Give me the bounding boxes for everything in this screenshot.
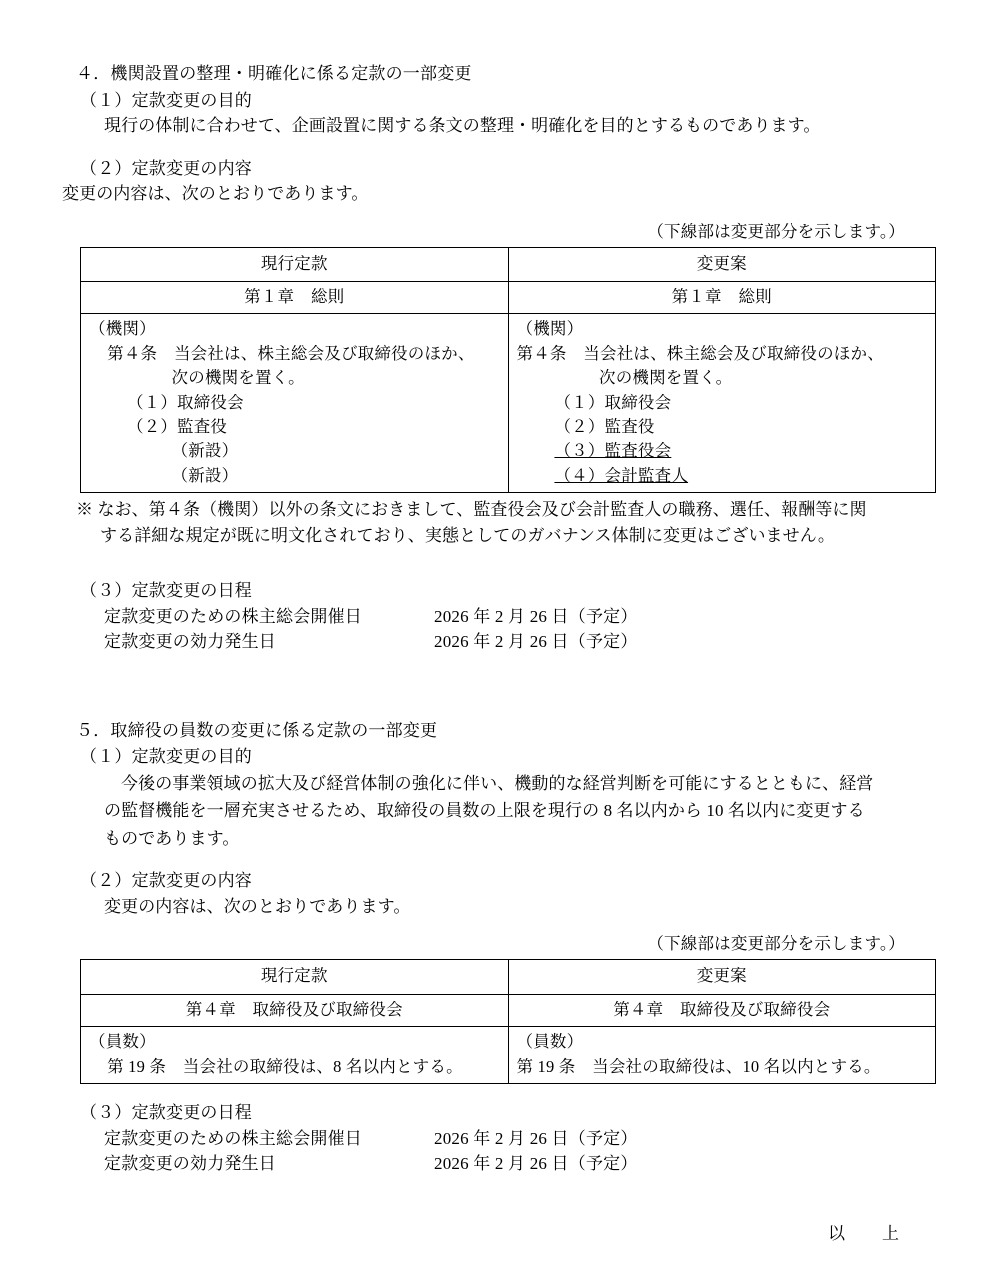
s4-col-current-header: 現行定款 (81, 247, 509, 281)
s5-cell-current (81, 1027, 509, 1084)
s5-purpose-line-1: の監督機能を一層充実させるため、取締役の員数の上限を現行の 8 名以内から 10 名以内に変更する (104, 801, 865, 821)
table-row (81, 247, 936, 281)
s5-col-proposed-header: 変更案 (508, 960, 936, 994)
s4-current-line-2: 次の機関を置く。 (171, 368, 305, 388)
s4-proposed-line-4: （２）監査役 (554, 417, 655, 437)
section-5-underline-note: （下線部は変更部分を示します。） (647, 934, 905, 954)
table-row (81, 314, 936, 493)
s5-sched-value-0: 2026 年 2 月 26 日（予定） (434, 1128, 638, 1148)
s4-col-proposed-header: 変更案 (508, 247, 936, 281)
section-4-purpose-text: 現行の体制に合わせて、企画設置に関する条文の整理・明確化を目的とするものであります。 (104, 116, 821, 136)
note-mark: ※ (76, 500, 94, 520)
s4-current-line-3: （１）取締役会 (126, 392, 244, 412)
s4-sched-label-1: 定款変更の効力発生日 (104, 632, 276, 652)
s4-proposed-line-0: （機関） (516, 319, 584, 339)
section-5-title: ５．取締役の員数の変更に係る定款の一部変更 (76, 720, 438, 740)
section-4-note (76, 497, 927, 549)
s4-cell-current (81, 314, 509, 493)
table-row (81, 960, 936, 994)
section-4-underline-note: （下線部は変更部分を示します。） (647, 221, 905, 241)
s4-proposed-line-5: （３）監査役会 (554, 441, 672, 461)
table-row (81, 994, 936, 1026)
s5-col-current-header: 現行定款 (81, 960, 509, 994)
s4-proposed-line-6: （４）会計監査人 (554, 465, 689, 485)
section-4-schedule-row-0 (104, 604, 927, 630)
table-row (81, 282, 936, 314)
s4-current-line-5: （新設） (171, 441, 239, 461)
s5-sched-label-1: 定款変更の効力発生日 (104, 1154, 276, 1174)
section-5-content-heading: （２）定款変更の内容 (80, 871, 252, 891)
section-5-purpose-text (104, 770, 907, 853)
s4-current-line-1: 第４条 当会社は、株主総会及び取締役のほか、 (107, 343, 475, 363)
section-4-schedule-heading: （３）定款変更の日程 (80, 580, 252, 600)
s5-purpose-line-0: 今後の事業領域の拡大及び経営体制の強化に伴い、機動的な経営判断を可能にするとともに、経営 (121, 773, 874, 793)
s5-proposed-line-0: （員数） (516, 1032, 584, 1052)
s5-current-line-0: （員数） (89, 1032, 156, 1052)
section-4-schedule-row-1 (104, 629, 927, 655)
s4-sched-label-0: 定款変更のための株主総会開催日 (104, 606, 362, 626)
section-5-schedule-row-0 (104, 1126, 927, 1152)
section-4-content-heading: （２）定款変更の内容 (80, 158, 252, 178)
s4-chapter-proposed: 第１章 総則 (508, 282, 936, 314)
s5-sched-label-0: 定款変更のための株主総会開催日 (104, 1128, 362, 1148)
s4-sched-value-0: 2026 年 2 月 26 日（予定） (434, 606, 638, 626)
s4-current-line-0: （機関） (89, 319, 156, 339)
s4-cell-proposed (508, 314, 936, 493)
table-row (81, 1027, 936, 1084)
s4-current-line-6: （新設） (171, 465, 239, 485)
s4-proposed-line-1: 第４条 当会社は、株主総会及び取締役のほか、 (516, 343, 884, 363)
s4-current-line-4: （２）監査役 (126, 417, 228, 437)
s5-chapter-proposed: 第４章 取締役及び取締役会 (508, 994, 936, 1026)
s5-purpose-line-2: ものであります。 (104, 828, 240, 848)
section-4-content-lead: 変更の内容は、次のとおりであります。 (62, 184, 369, 204)
section-5-comparison-table (80, 959, 936, 1084)
section-5-schedule-row-1 (104, 1151, 927, 1177)
s4-proposed-line-3: （１）取締役会 (554, 392, 672, 412)
section-4-title: ４．機関設置の整理・明確化に係る定款の一部変更 (76, 64, 472, 83)
s4-chapter-current: 第１章 総則 (81, 282, 509, 314)
section-5-purpose-heading: （１）定款変更の目的 (80, 747, 252, 767)
note-line-2: する詳細な規定が既に明文化されており、実態としてのガバナンス体制に変更はございません。 (100, 526, 835, 546)
s4-sched-value-1: 2026 年 2 月 26 日（予定） (434, 632, 638, 652)
section-4-comparison-table (80, 247, 936, 494)
note-line-1: なお、第４条（機関）以外の条文におきまして、監査役会及び会計監査人の職務、選任、報酬等に関 (97, 500, 867, 520)
section-5-schedule-heading: （３）定款変更の日程 (80, 1103, 252, 1123)
s4-proposed-line-2: 次の機関を置く。 (599, 368, 733, 388)
s5-proposed-line-1: 第 19 条 当会社の取締役は、10 名以内とする。 (516, 1056, 881, 1076)
s5-sched-value-1: 2026 年 2 月 26 日（予定） (434, 1154, 638, 1174)
s5-current-line-1: 第 19 条 当会社の取締役は、8 名以内とする。 (107, 1056, 463, 1076)
s5-cell-proposed (508, 1027, 936, 1084)
s5-chapter-current: 第４章 取締役及び取締役会 (81, 994, 509, 1026)
section-4-purpose-heading: （１）定款変更の目的 (80, 90, 252, 110)
section-5-content-lead: 変更の内容は、次のとおりであります。 (104, 897, 411, 917)
page-footer: 以 上 (828, 1224, 909, 1243)
